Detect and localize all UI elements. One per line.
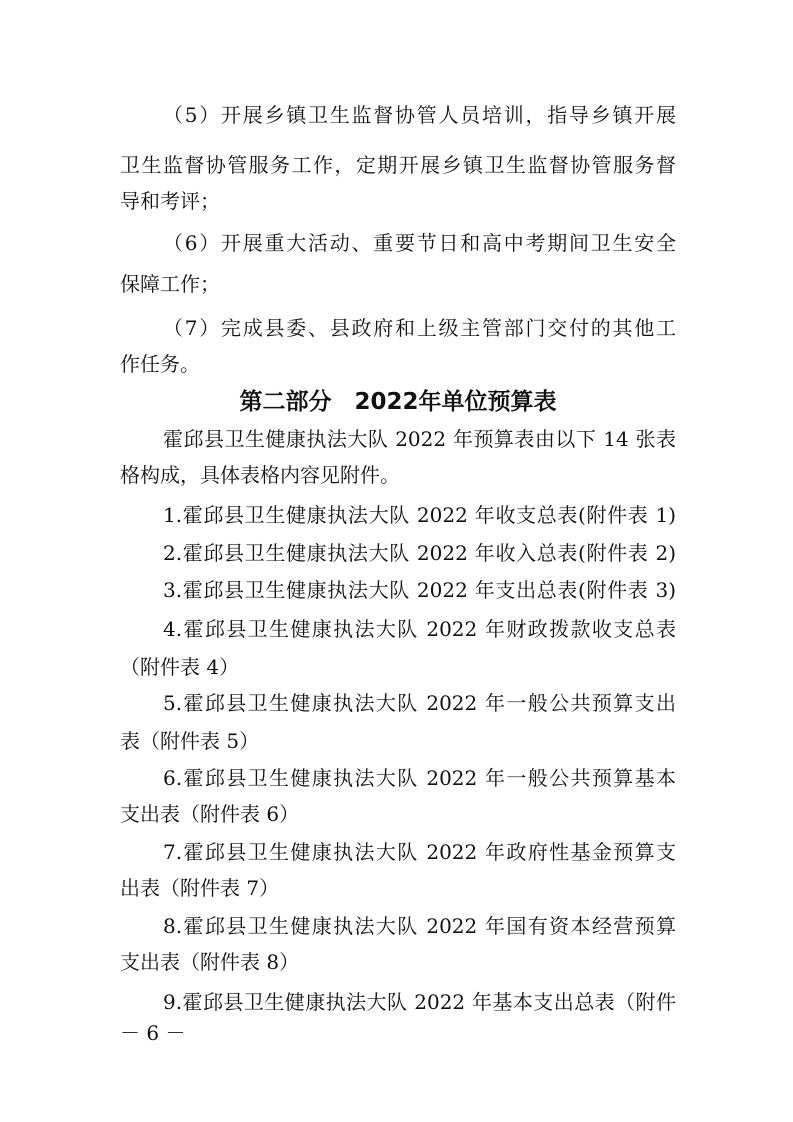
list-item-continuation: 出表（附件表 7） [120, 876, 280, 900]
list-item-continuation: 支出表（附件表 6） [120, 802, 300, 826]
list-item: 8.霍邱县卫生健康执法大队 2022 年国有资本经营预算 [163, 914, 676, 938]
list-item: 4.霍邱县卫生健康执法大队 2022 年财政拨款收支总表 [163, 617, 676, 641]
paragraph-line: 保障工作； [120, 272, 220, 296]
page-number: － 6 － [120, 1021, 186, 1045]
list-item: 9.霍邱县卫生健康执法大队 2022 年基本支出总表（附件 [163, 990, 676, 1014]
paragraph-line: （6）开展重大活动、重要节日和高中考期间卫生安全 [163, 231, 676, 255]
paragraph-line: 霍邱县卫生健康执法大队 2022 年预算表由以下 14 张表 [163, 427, 676, 451]
section-heading: 第二部分 2022年单位预算表 [239, 389, 557, 415]
list-item: 7.霍邱县卫生健康执法大队 2022 年政府性基金预算支 [163, 840, 676, 864]
paragraph-line: 格构成，具体表格内容见附件。 [120, 463, 400, 487]
list-item: 2.霍邱县卫生健康执法大队 2022 年收入总表(附件表 2) [163, 541, 676, 565]
list-item: 5.霍邱县卫生健康执法大队 2022 年一般公共预算支出 [163, 691, 676, 715]
paragraph-line: 作任务。 [120, 352, 200, 376]
list-item-continuation: 表（附件表 5） [120, 729, 260, 753]
paragraph-line: （5）开展乡镇卫生监督协管人员培训，指导乡镇开展 [163, 103, 676, 127]
list-item: 6.霍邱县卫生健康执法大队 2022 年一般公共预算基本 [163, 766, 676, 790]
paragraph-line: 导和考评； [120, 189, 220, 213]
paragraph-line: 卫生监督协管服务工作，定期开展乡镇卫生监督协管服务督 [120, 153, 676, 177]
list-item: 3.霍邱县卫生健康执法大队 2022 年支出总表(附件表 3) [163, 578, 676, 602]
paragraph-line: （7）完成县委、县政府和上级主管部门交付的其他工 [163, 316, 676, 340]
list-item: 1.霍邱县卫生健康执法大队 2022 年收支总表(附件表 1) [163, 503, 676, 527]
list-item-continuation: 支出表（附件表 8） [120, 950, 300, 974]
list-item-continuation: （附件表 4） [120, 655, 240, 679]
